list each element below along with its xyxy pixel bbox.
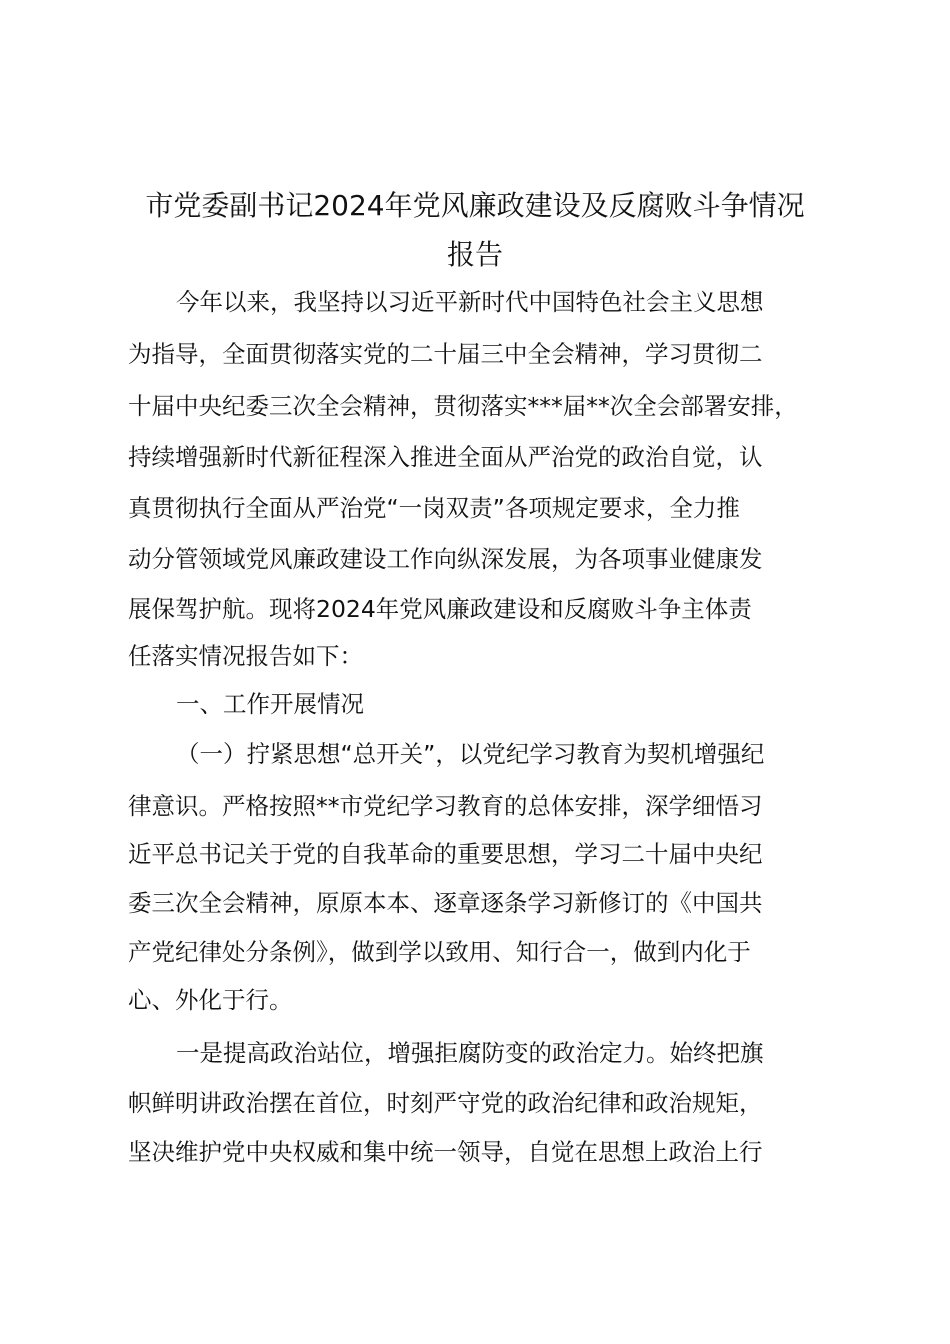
document-title-line-1: 市党委副书记2024年党风廉政建设及反腐败斗争情况 — [145, 189, 805, 222]
paragraph-line: 委三次全会精神，原原本本、逐章逐条学习新修订的《中国共 — [128, 889, 763, 917]
subsection-line: （一）拧紧思想“总开关”，以党纪学习教育为契机增强纪 — [176, 740, 765, 768]
paragraph-line: 十届中央纪委三次全会精神，贯彻落实***届**次全会部署安排， — [128, 392, 798, 420]
paragraph-line: 坚决维护党中央权威和集中统一领导，自觉在思想上政治上行 — [128, 1138, 763, 1166]
paragraph-line: 动分管领域党风廉政建设工作向纵深发展，为各项事业健康发 — [128, 545, 763, 573]
section-heading: 一、工作开展情况 — [176, 690, 364, 718]
paragraph-line: 今年以来，我坚持以习近平新时代中国特色社会主义思想 — [176, 288, 764, 316]
paragraph-line: 为指导，全面贯彻落实党的二十届三中全会精神，学习贯彻二 — [128, 340, 763, 368]
paragraph-line: 持续增强新时代新征程深入推进全面从严治党的政治自觉，认 — [128, 443, 763, 471]
paragraph-line: 任落实情况报告如下： — [128, 642, 363, 670]
paragraph-line: 展保驾护航。现将2024年党风廉政建设和反腐败斗争主体责 — [128, 595, 752, 623]
document-title-line-2: 报告 — [446, 238, 503, 271]
paragraph-line: 产党纪律处分条例》，做到学以致用、知行合一，做到内化于 — [128, 938, 751, 966]
paragraph-line: 律意识。严格按照**市党纪学习教育的总体安排，深学细悟习 — [128, 792, 763, 820]
paragraph-line: 心、外化于行。 — [128, 986, 293, 1014]
paragraph-line: 真贯彻执行全面从严治党“一岗双责”各项规定要求，全力推 — [128, 494, 740, 522]
paragraph-line: 一是提高政治站位，增强拒腐防变的政治定力。始终把旗 — [176, 1039, 764, 1067]
paragraph-line: 帜鲜明讲政治摆在首位，时刻严守党的政治纪律和政治规矩， — [128, 1089, 763, 1117]
paragraph-line: 近平总书记关于党的自我革命的重要思想，学习二十届中央纪 — [128, 840, 763, 868]
